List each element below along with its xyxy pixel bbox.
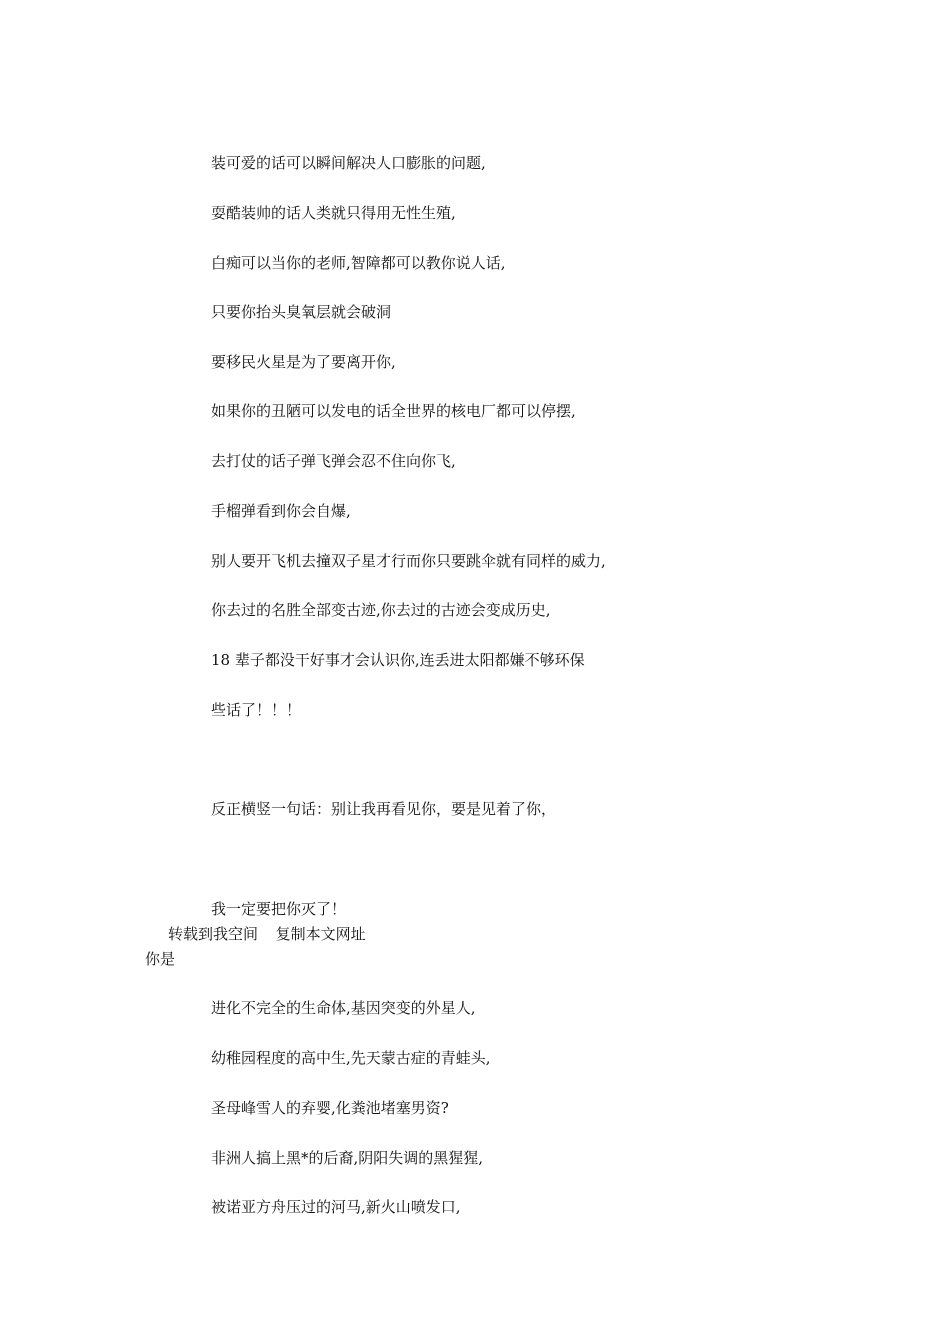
poem-line: 被诺亚方舟压过的河马,新火山喷发口,: [211, 1198, 461, 1216]
poem-line: 别人要开飞机去撞双子星才行而你只要跳伞就有同样的威力,: [211, 552, 606, 570]
poem-line: 圣母峰雪人的弃婴,化粪池堵塞男资?: [211, 1099, 449, 1117]
copy-url-link[interactable]: 复制本文网址: [275, 925, 366, 943]
poem-line: 手榴弹看到你会自爆,: [211, 502, 351, 520]
poem-line: 要移民火星是为了要离开你,: [211, 353, 396, 371]
poem-line: 你去过的名胜全部变古迹,你去过的古迹会变成历史,: [211, 601, 551, 619]
closing-line: 我一定要把你灭了！: [211, 900, 347, 918]
section-heading: 你是: [145, 950, 176, 968]
poem-line: 去打仗的话子弹飞弹会忍不住向你飞,: [211, 452, 456, 470]
poem-line: 18 辈子都没干好事才会认识你,连丢进太阳都嫌不够环保: [211, 651, 585, 669]
poem-line: 装可爱的话可以瞬间解决人口膨胀的问题,: [211, 154, 486, 172]
poem-line: 耍酷装帅的话人类就只得用无性生殖,: [211, 204, 456, 222]
share-links: [168, 924, 366, 944]
poem-line: 白痴可以当你的老师,智障都可以教你说人话,: [211, 254, 506, 272]
poem-line: 些话了！！！: [211, 701, 302, 719]
poem-line: 幼稚园程度的高中生,先天蒙古症的青蛙头,: [211, 1049, 491, 1067]
poem-line: 非洲人搞上黑*的后裔,阴阳失调的黑猩猩,: [211, 1149, 484, 1167]
repost-link[interactable]: 转载到我空间: [168, 925, 259, 943]
poem-line: 只要你抬头臭氧层就会破洞: [211, 303, 392, 321]
poem-line: 进化不完全的生命体,基因突变的外星人,: [211, 999, 476, 1017]
poem-line: 如果你的丑陋可以发电的话全世界的核电厂都可以停摆,: [211, 402, 576, 420]
closing-line: 反正横竖一句话：别让我再看见你，要是见着了你，: [211, 800, 557, 818]
